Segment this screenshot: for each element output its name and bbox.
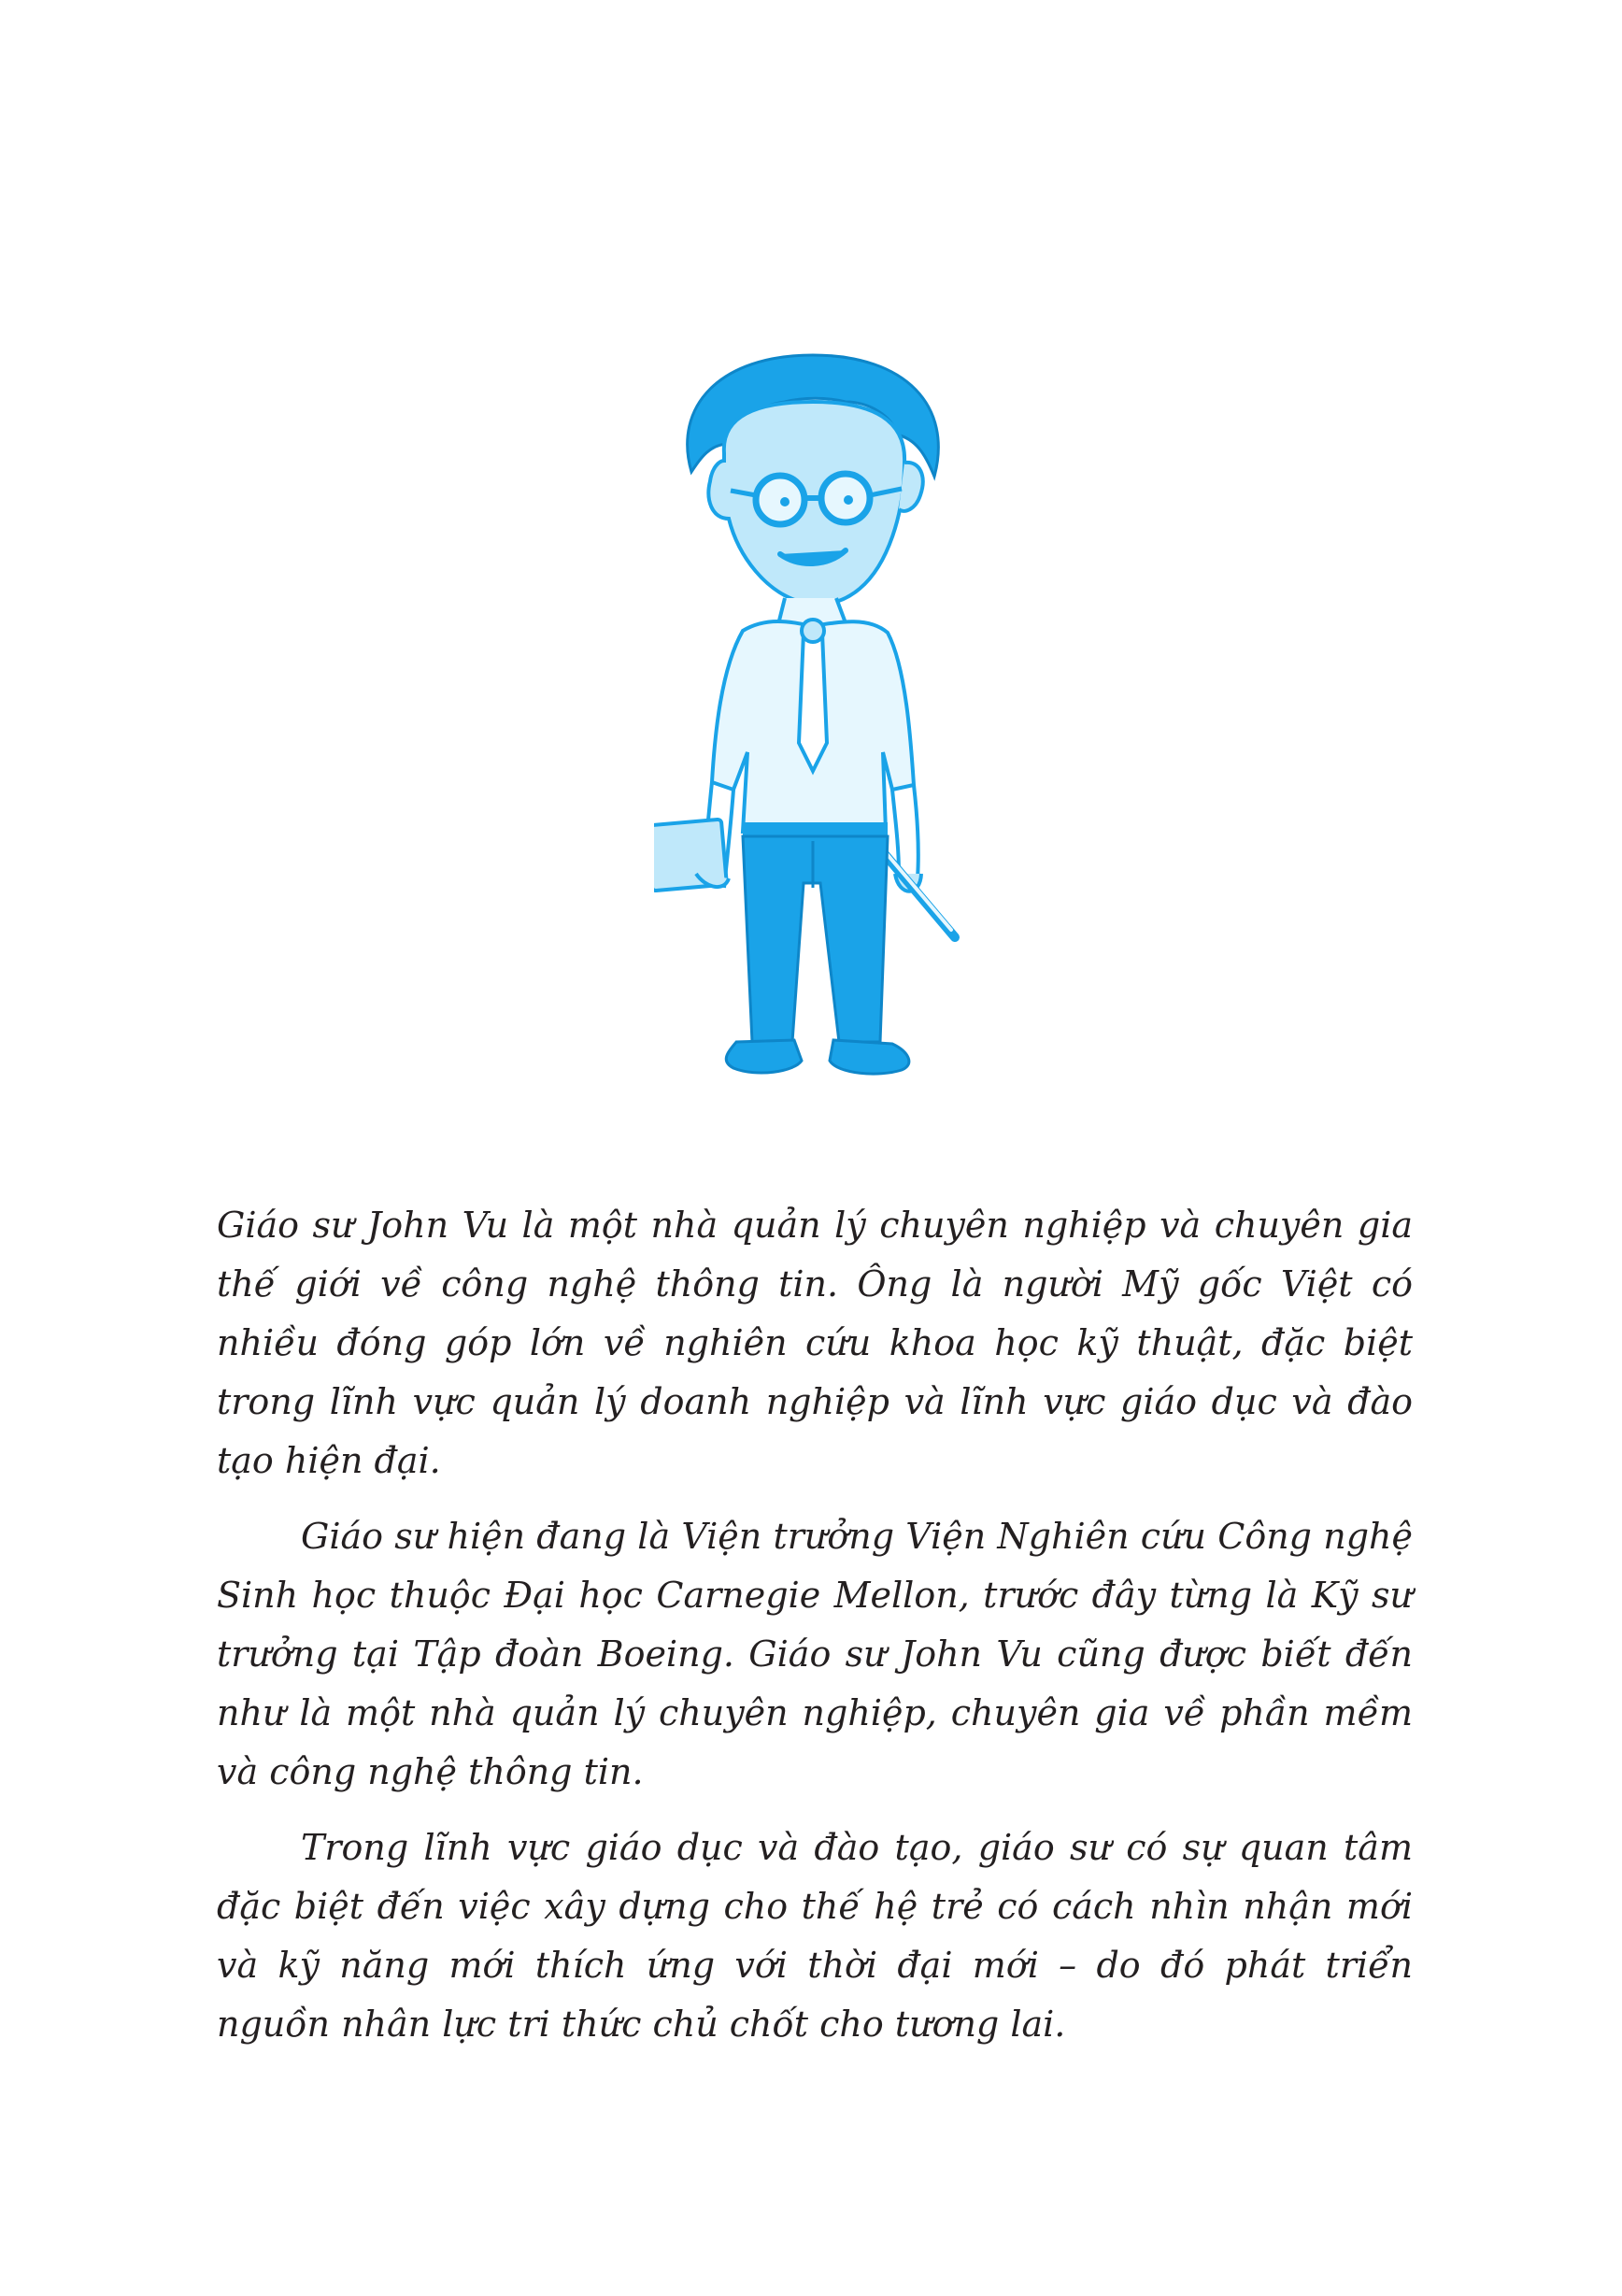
biography-paragraph-1: Giáo sư John Vu là một nhà quản lý chuyên nghiệp và chuyên gia thế giới về công nghệ thông tin. Ông là người Mỹ gốc Việt có nhiều đóng góp lớn về nghiên cứu khoa học kỹ thuật, đặc biệt trong lĩnh vực quản lý doanh nghiệp và lĩnh vực giáo dục và đào tạo hiện đại. — [217, 1205, 1413, 1481]
professor-illustration — [654, 350, 972, 1079]
biography-paragraph-2: Giáo sư hiện đang là Viện trưởng Viện Nghiên cứu Công nghệ Sinh học thuộc Đại học Carnegie Mellon, trước đây từng là Kỹ sư trưởng tại Tập đoàn Boeing. Giáo sư John Vu cũng được biết đến như là một nhà quản lý chuyên nghiệp, chuyên gia về phần mềm và công nghệ thông tin. — [217, 1516, 1413, 1792]
biography-paragraph-3: Trong lĩnh vực giáo dục và đào tạo, giáo sư có sự quan tâm đặc biệt đến việc xây dựng cho thế hệ trẻ có cách nhìn nhận mới và kỹ năng mới thích ứng với thời đại mới – do đó phát triển nguồn nhân lực tri thức chủ chốt cho tương lai. — [217, 1827, 1413, 2045]
biography-text — [217, 1196, 1413, 2071]
professor-figure-icon — [654, 350, 972, 1079]
